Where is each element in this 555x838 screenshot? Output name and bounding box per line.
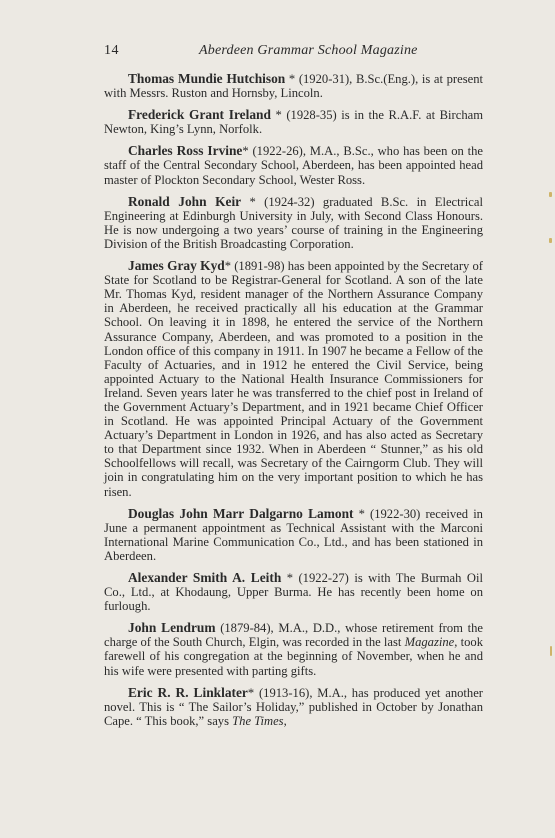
- entry-text: * (1928-35) is in the R.A.F. at Bircham Newton, King’s Lynn, Norfolk.: [104, 108, 484, 137]
- entry-ireland: [104, 108, 483, 136]
- entry-lamont: [104, 507, 483, 563]
- paper-speck: [549, 238, 552, 243]
- page-header: [104, 40, 483, 64]
- entry-name: Eric R. R. Linklater: [128, 684, 248, 700]
- entry-text-after: ,: [283, 713, 287, 728]
- entry-name: James Gray Kyd: [128, 258, 225, 274]
- entry-name: Frederick Grant Ireland: [128, 107, 271, 123]
- entry-name: Ronald John Keir: [128, 193, 242, 209]
- running-title: Aberdeen Grammar School Magazine: [199, 43, 418, 58]
- entry-name: John Lendrum: [128, 620, 216, 636]
- entry-name: Thomas Mundie Hutchison: [128, 71, 286, 86]
- entry-text: * (1922-30) received in June a permanent appointment as Technical Assistant with the Marconi International Marine Communication Co., Ltd., and has been stationed in Aberdeen.: [104, 506, 483, 563]
- entry-name: Alexander Smith A. Leith: [128, 570, 282, 585]
- entry-text: (1879-84), M.A., D.D., whose retirement from the charge of the South Church, Elgin, was recorded in the last: [104, 621, 484, 650]
- entry-linklater: [104, 686, 483, 728]
- paper-speck: [550, 646, 552, 656]
- entry-text-after: , took farewell of his congregation at the beginning of November, when he and his wife were presented with parting gifts.: [104, 635, 483, 678]
- page-number: 14: [104, 43, 119, 58]
- entry-text: * (1924-32) graduated B.Sc. in Electrical Engineering at Edinburgh University in July, with Second Class Honours. He is now undergoing a two years’ course of training in the Engineering Division of the British Broadcasting Corporation.: [104, 194, 483, 251]
- entry-text: * (1920-31), B.Sc.(Eng.), is at present with Messrs. Ruston and Hornsby, Lincoln.: [104, 72, 483, 101]
- entries-list: [104, 72, 483, 728]
- entry-text: * (1891-98) has been appointed by the Secretary of State for Scotland to be Registrar-General for Scotland. A son of the late Mr. Thomas Kyd, resident manager of the Northern Assurance Company in Aberdeen, he received practically all his education at the Grammar School. On leaving it in 1898, he entered the service of the Northern Assurance Company, Aberdeen, and was promoted to a position in the London office of this company in 1911. In 1907 he became a Fellow of the Faculty of Actuaries, and in 1912 he entered the Civil Service, being appointed Actuary to the National Health Insurance Commissioners for Ireland. Seven years later he was transferred to the chief post in Ireland of the Government Actuary’s Department, and in 1921 became Chief Officer in Scotland. He was appointed Principal Actuary of the Government Actuary’s Department in London in 1926, and has also acted as Secretary to that Department since 1932. When in Aberdeen “ Stunner,” as his old Schoolfellows will recall, was Secretary of the Cairngorm Club. They will join in congratulating him on the very important position to which he has risen.: [104, 259, 483, 499]
- entry-text: * (1913-16), M.A., has produced yet another novel. This is “ The Sailor’s Holiday,” published in October by Jonathan Cape. “ This book,” says: [104, 685, 483, 728]
- entry-text: * (1922-26), M.A., B.Sc., who has been on the staff of the Central Secondary School, Aberdeen, has been appointed head master of Plockton Secondary School, Wester Ross.: [104, 144, 484, 187]
- entry-hutchison: [104, 72, 483, 100]
- entry-kyd: [104, 259, 483, 499]
- entry-lendrum: [104, 621, 483, 677]
- entry-text: * (1922-27) is with The Burmah Oil Co., Ltd., at Khodaung, Upper Burma. He has recently been home on furlough.: [104, 571, 483, 614]
- entry-italic: Magazine: [404, 635, 455, 650]
- entry-italic: The Times: [232, 713, 284, 728]
- entry-name: Douglas John Marr Dalgarno Lamont: [128, 505, 354, 521]
- entry-irvine: [104, 144, 483, 186]
- entry-name: Charles Ross Irvine: [128, 143, 243, 159]
- entry-leith: [104, 571, 483, 613]
- entry-keir: [104, 195, 483, 251]
- paper-speck: [549, 192, 552, 197]
